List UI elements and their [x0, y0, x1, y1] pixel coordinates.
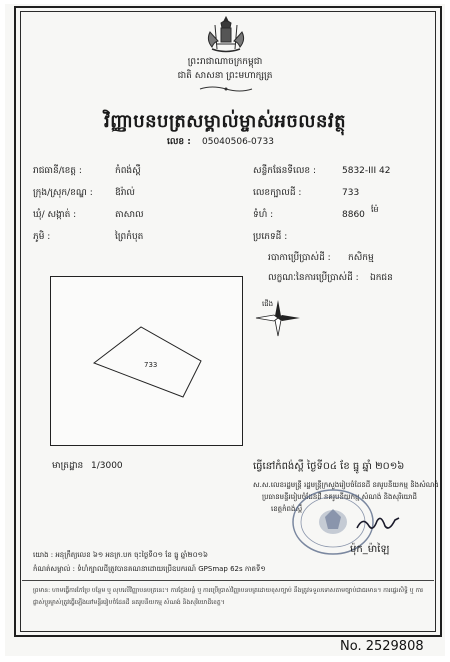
scale-label: មាត្រដ្ឋាន	[52, 461, 84, 471]
district-label: ក្រុង/ស្រុក/ខណ្ឌ :	[33, 188, 93, 198]
measurement-note: កំណត់សម្គាល់ : ទំហំក្បាលដីត្រូវបានគណនាដោយប្រើឧបករណ៍ GPSmap 62s កាតទី១	[33, 565, 266, 573]
royal-coat-of-arms-emblem	[204, 14, 248, 54]
land-type-label: ប្រភេទដី :	[253, 232, 288, 242]
legal-reference: យោង : អនុក្រឹត្យលេខ ៦១ អនក្រ.បក ចុះថ្ងៃទី០១ ខែ ធ្នូ ឆ្នាំ២០១៦	[33, 551, 208, 559]
area-unit: ម៉ែ	[371, 205, 379, 214]
certificate-number-label: លេខ :	[167, 137, 191, 147]
signer-name: ម៉ុក_ម៉ាឡៃ	[350, 544, 390, 555]
legal-warning-notes: ព្រមាន: ហាមធ្វើការកែប្រែ បន្ថែម ឬ លុបលើវិញ្ញាបនបត្រនេះ។ ការក្លែងបន្លំ ឬ ការប្រើប្រាស់វិញ្ញាបនបត្រដោយខុសច្បាប់ នឹងត្រូវទទួលទោសតាមច្បាប់ជាធរមាន។ ការផ្ទេរសិទ្ធិ ឬ ការផ្លាស់ប្តូរម្ចាស់ត្រូវធ្វើឡើងនៅមន្ទីររៀបចំដែនដី នគរូបនីយកម្ម សំណង់ និងសុរិយោដីខេត្ត។	[33, 587, 424, 606]
official-signature	[355, 512, 401, 534]
parcel-number-label: លេខក្បាលដី :	[253, 188, 302, 198]
village-value: ព្រៃកំបុត	[115, 232, 144, 242]
ornamental-divider	[198, 85, 254, 93]
parcel-map-frame	[50, 276, 243, 446]
commune-label: ឃុំ/ សង្កាត់ :	[33, 210, 77, 220]
land-use-label: របាកាប្រើប្រាស់ដី :	[268, 253, 331, 263]
parcel-number-value: 733	[342, 188, 360, 198]
official-title-line-3: ខេត្តកំពង់ស្ពឺ	[271, 505, 303, 513]
parcel-number-label-map: 733	[144, 361, 158, 369]
district-value: ឱរ៉ាល់	[115, 188, 135, 198]
kingdom-heading: ព្រះរាជាណាចក្រកម្ពុជា	[187, 57, 263, 67]
village-label: ភូមិ :	[33, 232, 51, 242]
land-use-value: កសិកម្ម	[348, 253, 374, 263]
map-sheet-label: សន្លឹកផែនទីលេខ :	[253, 166, 317, 176]
scale-value: 1/3000	[91, 461, 123, 471]
certificate-title: វិញ្ញាបនបត្រសម្គាល់ម្ចាស់អចលនវត្ថុ	[103, 111, 347, 132]
north-label: ជើង	[262, 300, 274, 308]
official-title-line-1: ស.ស.លេខរដ្ឋមន្ត្រី រដ្ឋមន្ត្រីក្រសួងរៀបចំដែនដី នគរូបនីយកម្ម និងសំណង់	[253, 481, 439, 489]
province-value: កំពង់ស្ពឺ	[115, 166, 141, 176]
certificate-number: 05040506-0733	[202, 137, 274, 147]
area-label: ទំហំ :	[253, 210, 274, 220]
issuance-date: ធ្វើនៅកំពង់ស្ពឺ ថ្ងៃទី០៤ ខែ ធ្នូ ឆ្នាំ ២០១៦	[253, 461, 405, 472]
commune-value: តាសាល	[115, 210, 144, 220]
national-motto: ជាតិ សាសនា ព្រះមហាក្សត្រ	[177, 71, 273, 81]
area-value: 8860	[342, 210, 365, 220]
map-sheet-value: 5832-III 42	[342, 166, 391, 176]
land-use-type-value: ឯកជន	[370, 273, 393, 283]
province-label: រាជធានី/ខេត្ត :	[33, 166, 82, 176]
official-title-line-2: ប្រធានមន្ទីររៀបចំដែនដី នគរូបនីយកម្ម សំណង់ និងសុរិយោដី	[262, 493, 417, 501]
notes-divider	[22, 580, 434, 581]
serial-number: No. 2529808	[340, 639, 424, 654]
parcel-map	[51, 277, 244, 447]
land-use-type-label: លក្ខណៈនៃការប្រើប្រាស់ដី :	[268, 273, 359, 283]
